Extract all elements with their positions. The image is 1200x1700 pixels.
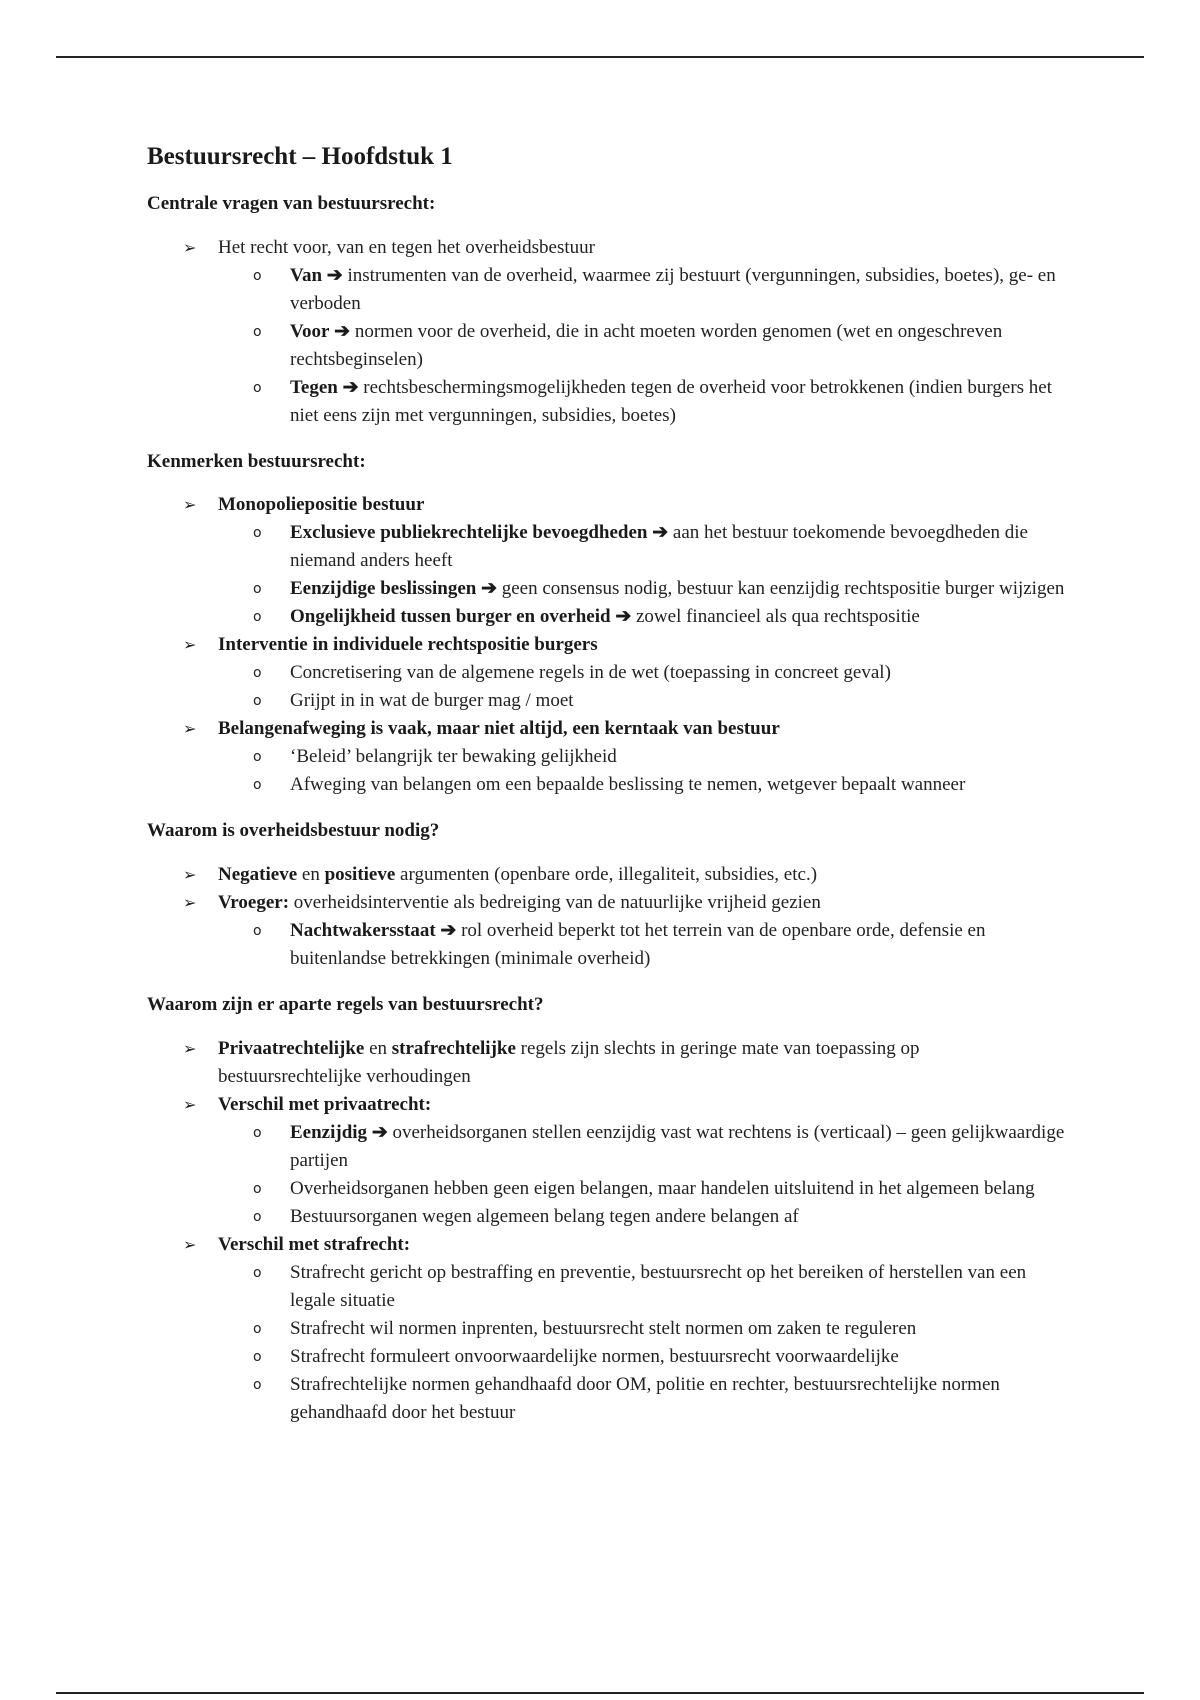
circle-bullet-icon: o [253,1264,262,1281]
sub-list [218,519,1067,631]
item-text: Bestuursorganen wegen algemeen belang tegen andere belangen af [290,1205,799,1227]
arrowhead-bullet-icon: ➢ [183,719,197,739]
arrow-icon: ➔ [342,376,359,398]
item-text: ‘Beleid’ belangrijk ter bewaking gelijkheid [290,746,617,768]
bullet-list [147,1035,1067,1427]
circle-bullet-icon: o [253,923,262,940]
arrowhead-bullet-icon: ➢ [183,1234,197,1254]
arrow-icon: ➔ [440,920,457,942]
item-text: Afweging van belangen om een bepaalde beslissing te nemen, wetgever bepaalt wanneer [290,774,966,796]
sub-item [218,1119,1067,1175]
item-text: Strafrecht formuleert onvoorwaardelijke normen, bestuursrecht voorwaardelijke [290,1345,899,1367]
item-text: en [369,1037,388,1059]
item-text: overheidsinterventie als bedreiging van de natuurlijke vrijheid gezien [293,892,821,914]
item-text-2: argumenten (openbare orde, illegaliteit, subsidies, etc.) [400,864,818,886]
bold-text: Vroeger: [218,892,290,914]
item-text: instrumenten van de overheid, waarmee zij bestuurt (vergunningen, subsidies, boetes), ge- en verboden [290,264,1056,314]
sub-item [218,1203,1067,1231]
section-heading: Kenmerken bestuursrecht: [147,450,366,472]
item-text: zowel financieel als qua rechtspositie [635,606,920,628]
bullet-item [147,715,1067,799]
item-text: rol overheid beperkt tot het terrein van de openbare orde, defensie en buitenlandse betrekkingen (minimale overheid) [290,920,986,970]
sub-list [218,743,1067,799]
circle-bullet-icon: o [253,693,262,710]
bold-text: Eenzijdig [290,1121,368,1143]
bold-text: Interventie in individuele rechtspositie burgers [218,634,598,656]
circle-bullet-icon: o [253,379,262,396]
document-body [147,142,1067,1447]
bold-text: Voor [290,320,330,342]
circle-bullet-icon: o [253,777,262,794]
bullet-item [147,1231,1067,1427]
sub-item [218,1343,1067,1371]
circle-bullet-icon: o [253,1208,262,1225]
section-heading: Waarom is overheidsbestuur nodig? [147,820,440,842]
bold-text: Privaatrechtelijke [218,1037,365,1059]
item-text: Concretisering van de algemene regels in de wet (toepassing in concreet geval) [290,662,891,684]
sub-list [218,262,1067,430]
item-text: Strafrechtelijke normen gehandhaafd door OM, politie en rechter, bestuursrechtelijke normen gehandhaafd door het bestuur [290,1373,1000,1423]
sub-item [218,575,1067,603]
sub-item [218,771,1067,799]
bold-text: Negatieve [218,864,298,886]
circle-bullet-icon: o [253,267,262,284]
bullet-item [147,889,1067,973]
sub-list [218,1119,1067,1231]
item-text: geen consensus nodig, bestuur kan eenzijdig rechtspositie burger wijzigen [501,578,1065,600]
item-text: rechtsbeschermingsmogelijkheden tegen de overheid voor betrokkenen (indien burgers het niet eens zijn met vergunningen, subsidies, boetes) [290,376,1053,426]
item-text: Overheidsorganen hebben geen eigen belangen, maar handelen uitsluitend in het algemeen belang [290,1177,1035,1199]
item-text: Strafrecht wil normen inprenten, bestuursrecht stelt normen om zaken te reguleren [290,1317,917,1339]
section-heading: Waarom zijn er aparte regels van bestuursrecht? [147,994,544,1016]
bullet-item [147,1035,1067,1091]
bold-text-2: strafrechtelijke [391,1037,516,1059]
arrow-icon: ➔ [652,522,669,544]
sub-item [218,1259,1067,1315]
sub-item [218,262,1067,318]
sub-item [218,917,1067,973]
sub-item [218,659,1067,687]
bullet-list [147,234,1067,430]
bullet-item [147,234,1067,430]
sub-list [218,659,1067,715]
sub-item [218,374,1067,430]
arrow-icon: ➔ [481,578,497,600]
sub-item [218,1371,1067,1427]
arrow-icon: ➔ [371,1121,388,1143]
item-text-2: regels zijn slechts in geringe mate van toepassing op bestuursrechtelijke verhoudingen [218,1037,920,1087]
bottom-rule [56,1692,1144,1694]
sections-container [147,192,1067,1427]
circle-bullet-icon: o [253,1320,262,1337]
item-text: overheidsorganen stellen eenzijdig vast wat rechtens is (verticaal) – geen gelijkwaardige partijen [290,1121,1065,1171]
arrowhead-bullet-icon: ➢ [183,1094,197,1114]
bullet-item [147,861,1067,889]
circle-bullet-icon: o [253,1180,262,1197]
sub-item [218,1175,1067,1203]
bold-text: Monopoliepositie bestuur [218,494,425,516]
sub-list [218,1259,1067,1427]
arrowhead-bullet-icon: ➢ [183,237,197,257]
bold-text: Verschil met privaatrecht: [218,1093,432,1115]
arrow-icon: ➔ [615,606,632,628]
item-text: aan het bestuur toekomende bevoegdheden die niemand anders heeft [290,522,1028,572]
sub-list [218,917,1067,973]
circle-bullet-icon: o [253,665,262,682]
circle-bullet-icon: o [253,581,262,598]
bold-text: Verschil met strafrecht: [218,1233,411,1255]
arrowhead-bullet-icon: ➢ [183,635,197,655]
arrow-icon: ➔ [334,320,351,342]
document-title: Bestuursrecht – Hoofdstuk 1 [147,143,453,170]
item-text: Strafrecht gericht op bestraffing en preventie, bestuursrecht op het bereiken of herstellen van een legale situatie [290,1261,1027,1311]
circle-bullet-icon: o [253,1348,262,1365]
sub-item [218,318,1067,374]
bullet-item [147,631,1067,715]
sub-item [218,687,1067,715]
bold-text: Tegen [290,376,338,398]
circle-bullet-icon: o [253,323,262,340]
arrowhead-bullet-icon: ➢ [183,893,197,913]
item-text: normen voor de overheid, die in acht moeten worden genomen (wet en ongeschreven rechtsbeginselen) [290,320,1003,370]
item-text: Het recht voor, van en tegen het overheidsbestuur [218,236,595,258]
bold-text: Eenzijdige beslissingen [290,578,477,600]
bold-text: Exclusieve publiekrechtelijke bevoegdheden [290,522,648,544]
section-heading: Centrale vragen van bestuursrecht: [147,193,436,214]
bullet-list [147,491,1067,799]
bullet-list [147,861,1067,973]
sub-item [218,1315,1067,1343]
bullet-item [147,491,1067,631]
bullet-item [147,1091,1067,1231]
bold-text-2: positieve [324,864,396,886]
circle-bullet-icon: o [253,525,262,542]
sub-item [218,743,1067,771]
arrowhead-bullet-icon: ➢ [183,1038,197,1058]
circle-bullet-icon: o [253,1124,262,1141]
arrowhead-bullet-icon: ➢ [183,495,197,515]
circle-bullet-icon: o [253,609,262,626]
arrowhead-bullet-icon: ➢ [183,865,197,885]
bold-text: Belangenafweging is vaak, maar niet altijd, een kerntaak van bestuur [218,718,780,740]
bold-text: Ongelijkheid tussen burger en overheid [290,606,611,628]
sub-item [218,603,1067,631]
circle-bullet-icon: o [253,749,262,766]
bold-text: Van [290,264,323,286]
item-text: Grijpt in in wat de burger mag / moet [290,690,574,712]
sub-item [218,519,1067,575]
bold-text: Nachtwakersstaat [290,920,436,942]
top-rule [56,56,1144,58]
arrow-icon: ➔ [326,264,343,286]
circle-bullet-icon: o [253,1376,262,1393]
item-text: en [301,864,320,886]
